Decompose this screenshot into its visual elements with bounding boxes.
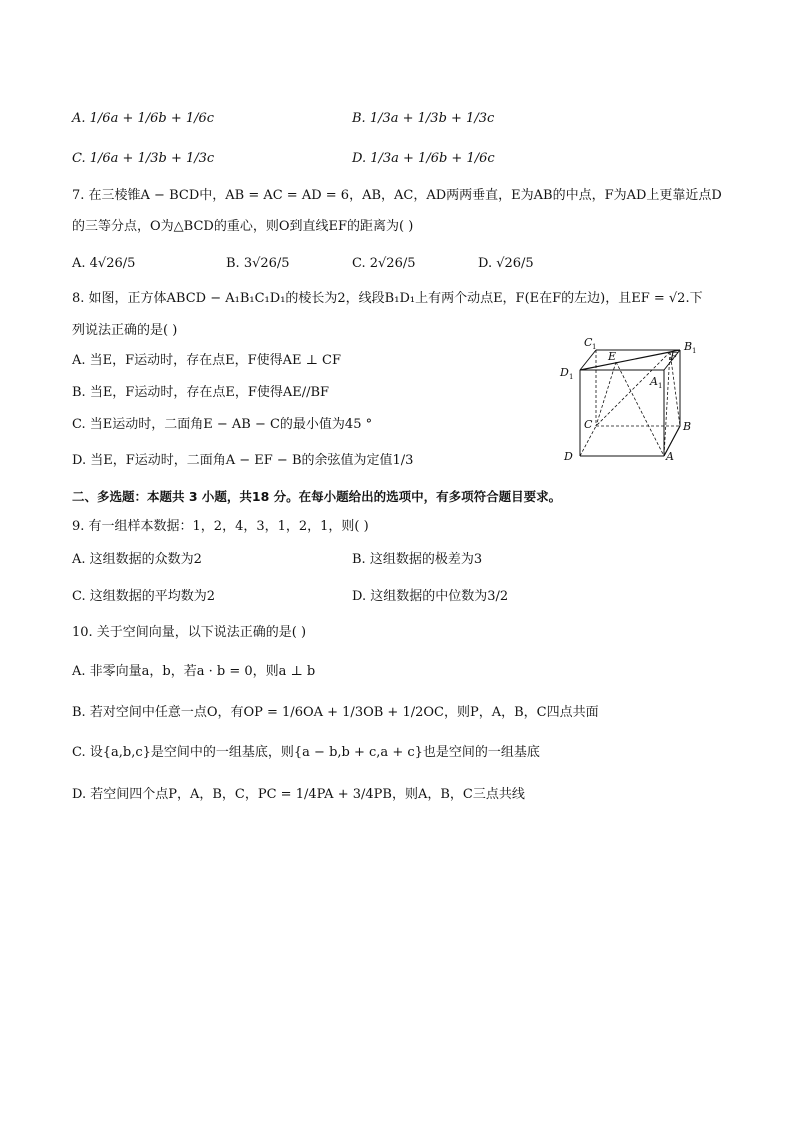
q7-option-d: D. √26/5: [478, 256, 534, 271]
q8-stem-line1: 8. 如图，正方体ABCD − A₁B₁C₁D₁的棱长为2，线段B₁D₁上有两个动点E，F(E在F的左边)，且EF = √2.下: [72, 291, 703, 306]
label-b: B: [683, 420, 692, 433]
q8-option-c: C. 当E运动时，二面角E − AB − C的最小值为45 °: [72, 417, 373, 432]
label-b1-sub: 1: [692, 347, 697, 355]
label-d1: D: [560, 366, 569, 379]
q10-option-b: B. 若对空间中任意一点O，有OP = 1/6OA + 1/3OB + 1/2OC，则P，A，B，C四点共面: [72, 705, 599, 720]
q8-option-d: D. 当E，F运动时，二面角A − EF − B的余弦值为定值1/3: [72, 453, 414, 468]
label-a1-sub: 1: [658, 382, 663, 390]
q7-stem-line2: 的三等分点，O为△BCD的重心，则O到直线EF的距离为( ): [72, 219, 414, 234]
q9-option-a: A. 这组数据的众数为2: [72, 552, 202, 567]
label-c1: C: [584, 336, 593, 349]
q9-option-c: C. 这组数据的平均数为2: [72, 589, 216, 604]
label-b1: B: [684, 340, 693, 353]
label-d1-sub: 1: [569, 373, 574, 381]
q7-option-a: A. 4√26/5: [72, 256, 136, 271]
q9-option-b: B. 这组数据的极差为3: [352, 552, 483, 567]
q6-option-d: D. 1/3a + 1/6b + 1/6c: [352, 151, 495, 166]
label-e: E: [608, 350, 617, 363]
cube-figure: [558, 336, 708, 466]
q8-option-a: A. 当E，F运动时，存在点E，F使得AE ⊥ CF: [72, 353, 342, 368]
section-heading: 二、多选题：本题共 3 小题，共18 分。在每小题给出的选项中，有多项符合题目要求。: [72, 489, 562, 504]
label-f: F: [670, 350, 678, 363]
q10-stem: 10. 关于空间向量，以下说法正确的是( ): [72, 625, 307, 640]
q8-option-b: B. 当E，F运动时，存在点E，F使得AE//BF: [72, 385, 330, 400]
label-a: A: [666, 450, 674, 463]
q6-option-a: A. 1/6a + 1/6b + 1/6c: [72, 111, 215, 126]
q7-option-c: C. 2√26/5: [352, 256, 416, 271]
label-c1-sub: 1: [592, 343, 597, 351]
q6-option-c: C. 1/6a + 1/3b + 1/3c: [72, 151, 215, 166]
q10-option-d: D. 若空间四个点P，A，B，C，PC = 1/4PA + 3/4PB，则A，B，C三点共线: [72, 787, 525, 802]
q7-stem-line1: 7. 在三棱锥A − BCD中，AB = AC = AD = 6，AB，AC，AD两两垂直，E为AB的中点，F为AD上更靠近点D: [72, 188, 722, 203]
label-c: C: [584, 418, 593, 431]
label-d: D: [564, 450, 573, 463]
q9-option-d: D. 这组数据的中位数为3/2: [352, 589, 509, 604]
q10-option-c: C. 设{a,b,c}是空间中的一组基底，则{a − b,b + c,a + c}也是空间的一组基底: [72, 745, 540, 760]
q7-option-b: B. 3√26/5: [226, 256, 290, 271]
q8-stem-line2: 列说法正确的是( ): [72, 323, 178, 338]
q6-option-b: B. 1/3a + 1/3b + 1/3c: [352, 111, 495, 126]
q9-stem: 9. 有一组样本数据：1，2，4，3，1，2，1，则( ): [72, 519, 369, 534]
label-a1: A: [650, 375, 658, 388]
q10-option-a: A. 非零向量a，b，若a · b = 0，则a ⊥ b: [72, 664, 316, 679]
